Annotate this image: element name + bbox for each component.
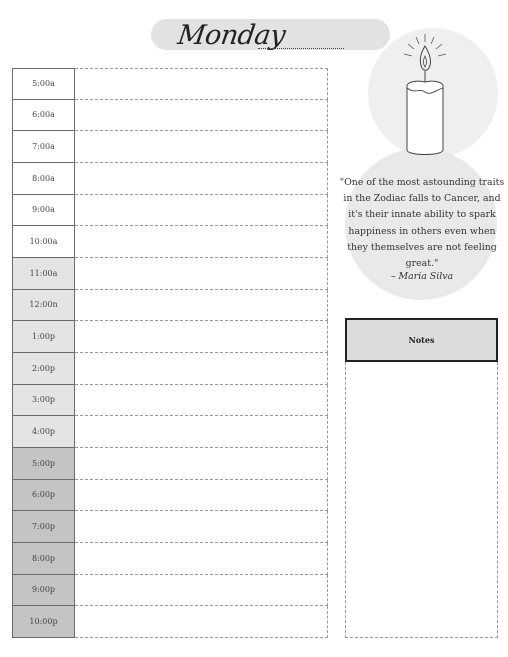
hourly-schedule: [12, 68, 328, 638]
time-label: 3:00p: [12, 385, 75, 417]
schedule-row: [12, 226, 328, 258]
time-label: 9:00a: [12, 195, 75, 227]
quote-author: – Maria Silva: [390, 271, 454, 282]
quote-text: "One of the most astounding traits in the Zodiac falls to Cancer, and it's their innate ability to spark happiness in others even when they themselves are not feeling great.": [339, 177, 505, 270]
schedule-entry-field[interactable]: [75, 195, 328, 227]
schedule-entry-field[interactable]: [75, 606, 328, 638]
schedule-entry-field[interactable]: [75, 68, 328, 100]
time-label: 7:00a: [12, 131, 75, 163]
schedule-row: [12, 511, 328, 543]
schedule-entry-field[interactable]: [75, 575, 328, 607]
title-underline: [258, 48, 344, 49]
time-label: 6:00a: [12, 100, 75, 132]
schedule-row: [12, 480, 328, 512]
schedule-row: [12, 606, 328, 638]
schedule-row: [12, 321, 328, 353]
time-label: 9:00p: [12, 575, 75, 607]
notes-area[interactable]: [345, 362, 498, 638]
candle-icon: [392, 32, 456, 158]
schedule-entry-field[interactable]: [75, 543, 328, 575]
time-label: 4:00p: [12, 416, 75, 448]
schedule-entry-field[interactable]: [75, 321, 328, 353]
schedule-entry-field[interactable]: [75, 100, 328, 132]
schedule-row: [12, 163, 328, 195]
schedule-entry-field[interactable]: [75, 131, 328, 163]
schedule-entry-field[interactable]: [75, 448, 328, 480]
time-label: 5:00p: [12, 448, 75, 480]
time-label: 8:00a: [12, 163, 75, 195]
schedule-row: [12, 290, 328, 322]
schedule-row: [12, 100, 328, 132]
schedule-row: [12, 195, 328, 227]
schedule-row: [12, 258, 328, 290]
notes-header: Notes: [345, 318, 498, 362]
time-label: 8:00p: [12, 543, 75, 575]
schedule-entry-field[interactable]: [75, 353, 328, 385]
schedule-row: [12, 416, 328, 448]
schedule-row: [12, 448, 328, 480]
time-label: 11:00a: [12, 258, 75, 290]
time-label: 7:00p: [12, 511, 75, 543]
time-label: 1:00p: [12, 321, 75, 353]
time-label: 10:00a: [12, 226, 75, 258]
schedule-entry-field[interactable]: [75, 290, 328, 322]
time-label: 5:00a: [12, 68, 75, 100]
time-label: 6:00p: [12, 480, 75, 512]
page-title: Monday: [175, 20, 288, 51]
schedule-row: [12, 68, 328, 100]
schedule-row: [12, 353, 328, 385]
schedule-row: [12, 575, 328, 607]
schedule-row: [12, 543, 328, 575]
schedule-row: [12, 131, 328, 163]
schedule-entry-field[interactable]: [75, 480, 328, 512]
time-label: 2:00p: [12, 353, 75, 385]
schedule-row: [12, 385, 328, 417]
schedule-entry-field[interactable]: [75, 511, 328, 543]
schedule-entry-field[interactable]: [75, 258, 328, 290]
time-label: 12:00n: [12, 290, 75, 322]
schedule-entry-field[interactable]: [75, 226, 328, 258]
time-label: 10:00p: [12, 606, 75, 638]
schedule-entry-field[interactable]: [75, 163, 328, 195]
schedule-entry-field[interactable]: [75, 385, 328, 417]
schedule-entry-field[interactable]: [75, 416, 328, 448]
